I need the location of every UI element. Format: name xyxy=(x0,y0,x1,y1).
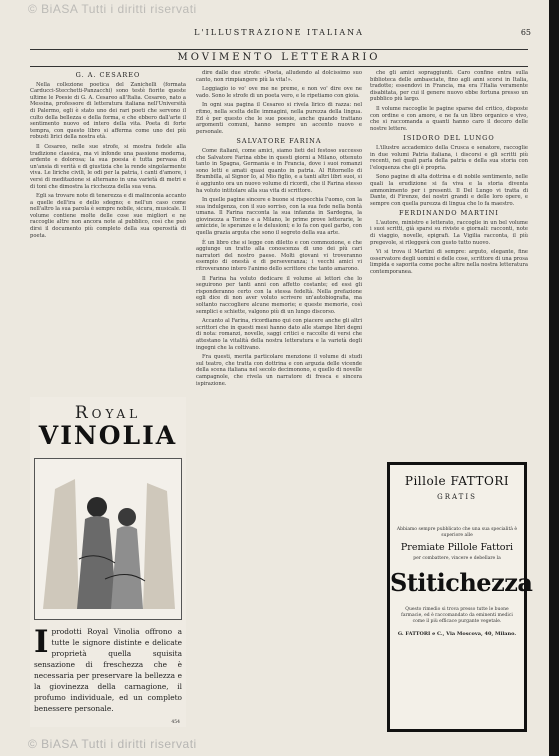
watermark-top: © BiASA Tutti i diritti riservati xyxy=(28,2,197,16)
running-title: L'ILLUSTRAZIONE ITALIANA xyxy=(194,28,364,37)
advertisement-pillole-fattori xyxy=(387,462,533,732)
ad-subline: per combattere, vincere e debellare la xyxy=(413,556,501,561)
paragraph: Vi si trova il Martini di sempre: arguto, elegante, fine osservatore degli uomini e delle cose, scrittore di una prosa limpida e saporita come poche altre nella nostra letteratura contemporanea. xyxy=(370,249,528,276)
article-heading-farina: SALVATORE FARINA xyxy=(236,137,322,146)
ad-brand-name: VINOLIA xyxy=(38,421,178,450)
advertisement-vinolia xyxy=(30,397,186,727)
ad-pillole-title: Pillole FATTORI xyxy=(404,474,510,488)
paragraph: In quelle pagine sincere e buone si rispecchia l'uomo, con la sua indulgenza, con il suo sorriso, con la sua fede nella bontà umana. Il Farina racconta la sua infanzia in Sardegna, la giovinezza a Torino e a Milano, le prime prove letterarie, le amicizie, le speranze e le delusioni; e lo fa con quel garbo, con quella grazia arguta che sono il segreto della sua arte. xyxy=(196,197,362,237)
paragraph: L'illustre accademico della Crusca e senatore, raccoglie in due volumi Patria italiana, i discorsi e gli scritti più recenti, nei quali parla della patria e della sua storia con l'eloquenza che gli è propria. xyxy=(370,144,528,171)
ad-gratis: GRATIS xyxy=(437,493,477,501)
ad-code: 454 xyxy=(171,720,180,725)
article-heading-martini: FERDINANDO MARTINI xyxy=(399,209,499,218)
ad-big-word: Stitichezza xyxy=(390,568,533,597)
paragraph: dire dalle due strofe: «Poeta, alludendo al dolcissimo suo canto, non rimpiangere più la vita!». xyxy=(196,70,362,83)
ladies-illustration-icon xyxy=(35,459,181,619)
column-3 xyxy=(370,70,528,320)
paragraph: È un libro che si legge con diletto e con commozione, e che aggiunge un tratto alla conoscenza di uno dei più cari narratori del nostro paese. Molti giovani vi troveranno esempio di onestà e di perseveranza; i vecchi amici vi ritroveranno intero l'animo dello scrittore che tanto amarono. xyxy=(196,239,362,273)
ad-royal-word: Royal xyxy=(74,403,142,423)
paragraph: Come italiani, come amici, siamo lieti del festoso successo che Salvatore Farina ebbe in questi giorni a Milano, ottenuto tanto in Spagna, Germania e in Francia, dove i suoi romanzi sono letti e amati quasi quanto in patria. Al Ritornello di Brambilla, al Signor Io, al Mio figlio, e a tanti altri libri suoi, si è aggiunto ora un nuovo volume di ricordi, che il Farina stesso ha voluto intitolare alla sua vita di scrittore. xyxy=(196,147,362,194)
paragraph: Loggiagio io vo' ove me ne preme, e non vo' dire ove ne vado. Sono le strofe di un poeta vero, e le ripetiamo con gioia. xyxy=(196,86,362,99)
paragraph: Accanto al Farina, ricordiamo qui con piacere anche gli altri scrittori che in questi mesi hanno dato alle stampe libri degni di nota: romanzi, novelle, saggi critici e raccolte di versi che attestano la vitalità della nostra letteratura e la varietà degli ingegni che la coltivano. xyxy=(196,318,362,351)
paragraph: Sono pagine di alta dottrina e di nobile sentimento, nelle quali la erudizione si fa viva e la storia diventa ammonimento per i presenti. Il Del Lungo vi tratta di Dante, di Firenze, dei nostri grandi e delle loro opere, e sempre con quella purezza di lingua che lo fa maestro. xyxy=(370,174,528,207)
column-1 xyxy=(30,70,186,393)
section-title: MOVIMENTO LETTERARIO xyxy=(30,49,528,67)
ad-premiate: Premiate Pillole Fattori xyxy=(400,542,514,553)
ad-illustration xyxy=(34,458,182,620)
scan-edge xyxy=(549,0,559,756)
paragraph: Fra questi, merita particolare menzione il volume di studi sul teatro, che tratta con dottrina e con arguzia delle vicende della scena italiana nel secolo decimonono, e quello di novelle campagnole, che rivela un narratore di fresca e sincera ispirazione. xyxy=(196,354,362,387)
paragraph: In ogni sua pagina il Cesareo si rivela lirico di razza: nel ritmo, nella scelta delle immagini, nella purezza della lingua. Ed è per questo che le sue poesie, anche quando trattano argomenti comuni, hanno sempre un accento nuovo e personale. xyxy=(196,102,362,135)
ad-dropcap: I xyxy=(34,624,49,660)
article-heading-cesareo: G. A. CESAREO xyxy=(75,71,141,79)
paragraph: Egli sa trovare note di tenerezza e di malinconia accanto a quelle dell'ira e dello sdegno; e nell'un caso come nell'altro la sua parola è sempre nobile, sicura, musicale. Il volume contiene molte delle cose sue migliori e ne raccoglie altre non ancora note al pubblico, così che può dirsi il documento più completo della sua operosità di poeta. xyxy=(30,193,186,239)
ad-small-copy: Questo rimedio si trova presso tutte le buone farmacie, ed è raccomandato da eminenti medici come il più efficace purgante vegetale. xyxy=(401,607,513,624)
page-number: 65 xyxy=(520,28,531,37)
ad-body-text xyxy=(34,626,182,714)
paragraph: che gli amici sopraggiunti. Caro confine entra sulla biblioteca delle ambasciate, fino agli anni scorsi in Italia, tradotte; essendovi in Francia, ma era l'Italia veramente disabitata, per cui il genere nuovo ebbe fortuna presso un pubblico più largo. xyxy=(370,70,528,103)
ad-address: G. FATTORI e C., Via Moscova, 40, Milano. xyxy=(397,631,517,637)
ad-copy: prodotti Royal Vinolia offrono a tutte le signore distinte e delicate proprietà quella squisita sensazione di freschezza che è necessaria per preservare la bellezza e la giovinezza della carnagione, il profumo individuale, ed un completo benessere personale. xyxy=(34,627,182,713)
article-heading-del-lungo: ISIDORO DEL LUNGO xyxy=(403,134,495,143)
column-2 xyxy=(196,70,362,730)
paragraph: Nella collezione poetica del Zanichelli (formata Carducci-Stecchetti-Panzacchi) sono testè fiorite queste ultime le Poesie di G. A. Cesareo all'Italia. Cesareo, nato a Messina, professore di letteratura italiana nell'Università di Palermo, egli è stato uno dei rari poeti che servono il culto della bellezza e della forma, e che ebbero dall'arte il sentimento nuovo ed intero della vita. Poeta di forte tempra, con questo libro si afferma come uno dei più robusti lirici della nostra età. xyxy=(30,81,186,141)
ad-intro-line: Abbiamo sempre pubblicato che una sua specialità è superiore alle xyxy=(396,527,518,538)
watermark-bottom: © BiASA Tutti i diritti riservati xyxy=(28,737,197,751)
paragraph: Il Farina ha voluto dedicare il volume ai lettori che lo seguirono per tanti anni con affetto costante; ed essi gli risponderanno certo con la stessa fedeltà. Nella prefazione egli dice di non aver voluto scrivere un'autobiografia, ma soltanto raccogliere alcune memorie; e queste memorie, così semplici e schiette, valgono più di un lungo discorso. xyxy=(196,275,362,315)
paragraph: Il Cesareo, nelle sue strofe, si mostra fedele alla tradizione classica, ma vi infonde una passione moderna, ardente e dolorosa; la sua poesia è tutta pervasa di un'ansia di verità e di giustizia che la rende singolarmente viva. Le liriche civili, le odi per la patria, i canti d'amore, i versi di meditazione si alternano in una varietà di metri e di toni che dimostra la ricchezza della sua vena. xyxy=(30,143,186,190)
paragraph: L'autore, ministro e letterato, raccoglie in un bel volume i suoi scritti, già sparsi su riviste e giornali: racconti, note di viaggio, novelle, epigrafi. La Vigilia racconta, il più pregevole, si rileggerà con gusto tutto nuovo. xyxy=(370,219,528,246)
paragraph: Il volume raccoglie le pagine sparse del critico, disposte con ordine e con amore, e ne fa un libro organico e vivo, che si raccomanda a quanti hanno caro il decoro delle nostre lettere. xyxy=(370,105,528,132)
